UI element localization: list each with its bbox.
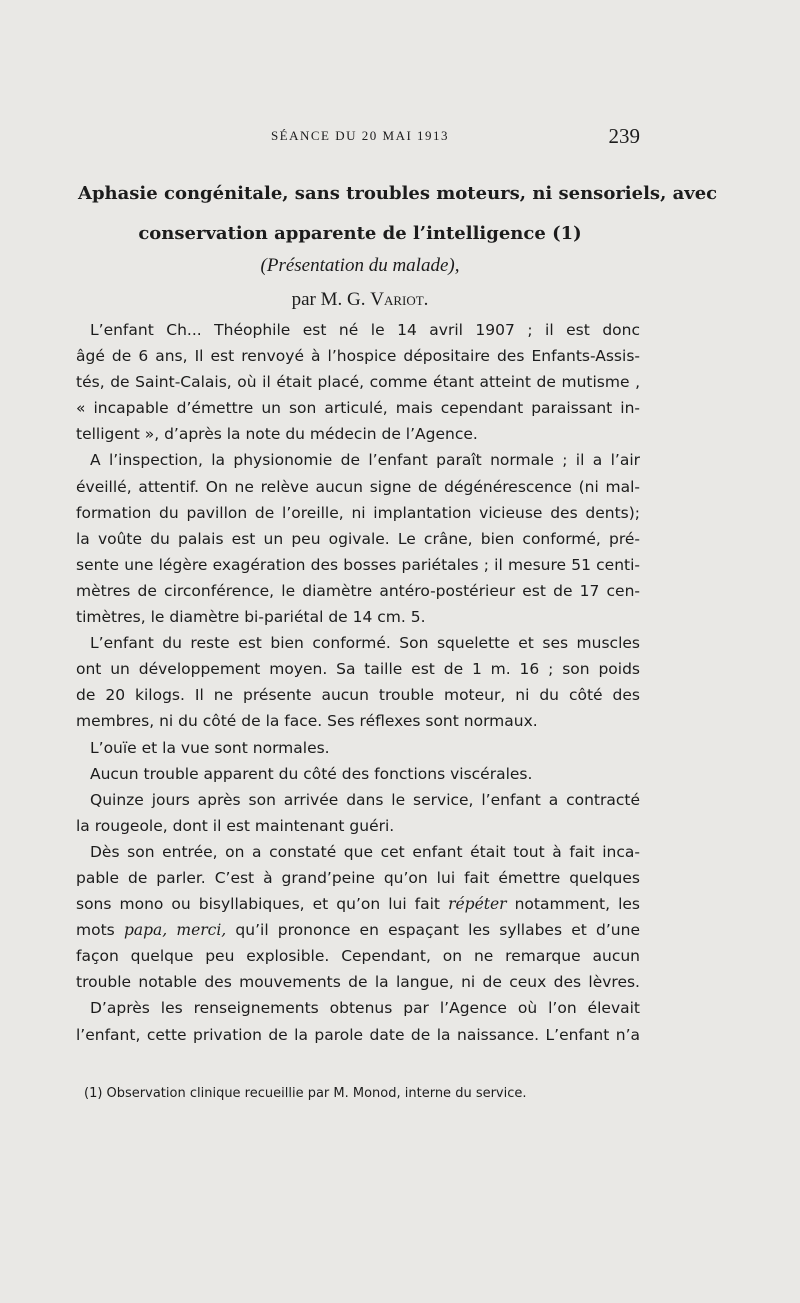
text-line <box>76 891 640 917</box>
text-segment: notamment, les <box>514 895 641 914</box>
italic-word: répéter <box>448 895 507 914</box>
italic-words: papa, merci, <box>123 921 227 940</box>
text-line: mètres de circonférence, le diamètre antéro-postérieur est de 17 cen- <box>76 581 640 600</box>
text-line: Dès son entrée, on a constaté que cet enfant était tout à fait inca- <box>90 842 640 861</box>
text-line <box>76 917 640 943</box>
text-segment: mots <box>76 921 115 940</box>
text-line: tés, de Saint-Calais, où il était placé, comme étant atteint de mutisme , <box>76 373 640 392</box>
text-line: L’ouïe et la vue sont normales. <box>90 738 330 757</box>
text-line: telligent », d’après la note du médecin de l’Agence. <box>76 425 478 444</box>
text-line: « incapable d’émettre un son articulé, mais cependant paraissant in- <box>76 399 640 418</box>
text-segment: qu’il prononce en espaçant les syllabes et d’une <box>235 921 640 940</box>
text-line: trouble notable des mouvements de la langue, ni de ceux des lèvres. <box>76 973 640 992</box>
running-title: SÉANCE DU 20 MAI 1913 <box>270 128 450 143</box>
text-segment: sons mono ou bisyllabiques, et qu’on lui fait <box>76 895 441 914</box>
text-line: âgé de 6 ans, Il est renvoyé à l’hospice dépositaire des Enfants-Assis- <box>76 347 640 366</box>
page-number: 239 <box>608 124 640 148</box>
text-line: L’enfant du reste est bien conformé. Son squelette et ses muscles <box>90 634 640 653</box>
article-title <box>78 174 718 254</box>
text-line: pable de parler. C’est à grand’peine qu’on lui fait émettre quelques <box>76 868 640 887</box>
text-line: ont un développement moyen. Sa taille est de 1 m. 16 ; son poids <box>76 660 640 679</box>
footnote: (1) Observation clinique recueillie par M. Monod, interne du service. <box>84 1086 527 1101</box>
text-line: la rougeole, dont il est maintenant guéri. <box>76 816 395 835</box>
text-line: sente une légère exagération des bosses pariétales ; il mesure 51 centi- <box>76 555 640 574</box>
author-name: Variot. <box>370 289 429 310</box>
body-text <box>76 317 640 1048</box>
running-header <box>80 124 640 150</box>
text-line: L’enfant Ch... Théophile est né le 14 avril 1907 ; il est donc <box>90 321 640 339</box>
text-line: la voûte du palais est un peu ogivale. Le crâne, bien conformé, pré- <box>76 529 640 548</box>
presentation-note: (Présentation du malade), <box>260 255 460 276</box>
text-line: l’enfant, cette privation de la parole date de la naissance. L’enfant n’a <box>76 1025 640 1044</box>
text-line: façon quelque peu explosible. Cependant, on ne remarque aucun <box>76 947 640 966</box>
text-line: Quinze jours après son arrivée dans le service, l’enfant a contracté <box>90 790 640 809</box>
text-line: membres, ni du côté de la face. Ses réflexes sont normaux. <box>76 712 538 731</box>
byline-prefix: par M. G. <box>291 289 366 310</box>
text-line: Aucun trouble apparent du côté des fonctions viscérales. <box>90 764 533 783</box>
text-line: formation du pavillon de l’oreille, ni implantation vicieuse des dents); <box>76 503 640 522</box>
text-line: de 20 kilogs. Il ne présente aucun trouble moteur, ni du côté des <box>76 686 640 705</box>
byline <box>80 289 640 311</box>
text-line: A l’inspection, la physionomie de l’enfant paraît normale ; il a l’air <box>90 451 640 470</box>
text-line: D’après les renseignements obtenus par l’Agence où l’on élevait <box>90 999 640 1018</box>
text-line: timètres, le diamètre bi-pariétal de 14 cm. 5. <box>76 608 426 627</box>
title-line-1: Aphasie congénitale, sans troubles moteurs, ni sensoriels, avec <box>78 183 718 204</box>
text-line: éveillé, attentif. On ne relève aucun signe de dégénérescence (ni mal- <box>76 477 640 496</box>
title-line-2: conservation apparente de l’intelligence (1) <box>138 223 582 244</box>
